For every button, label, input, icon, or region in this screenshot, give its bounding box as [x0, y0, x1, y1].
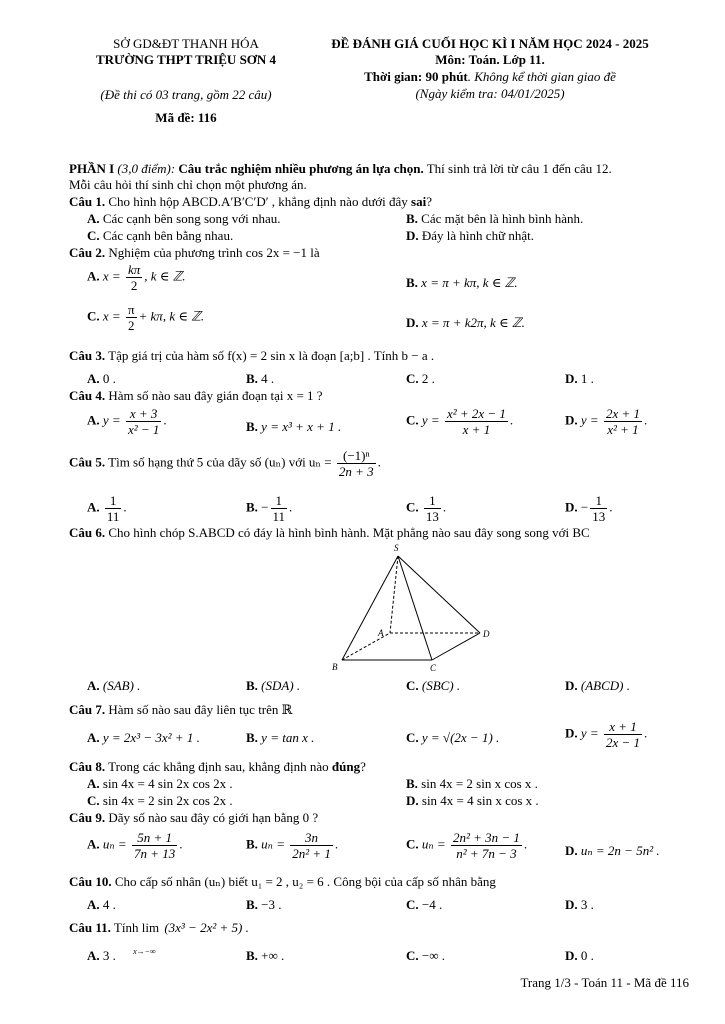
q4-number: Câu 4.: [69, 388, 106, 403]
q7-option-d: D. y = $\frac{x + 1}{2x - 1}$ .: [565, 719, 648, 750]
q3-number: Câu 3.: [69, 348, 106, 363]
q5-number: Câu 5.: [69, 454, 106, 470]
time-label: Thời gian: 90 phút: [364, 69, 468, 84]
q6-text: Cho hình chóp S.ABCD có đáy là hình bình hành. Mặt phẳng nào sau đây song song với BC: [105, 525, 590, 540]
q1-end: ?: [426, 194, 432, 209]
dept-name: SỞ GD&ĐT THANH HÓA: [113, 36, 259, 51]
q9-option-d: D. uₙ = 2n − 5n² .: [565, 843, 660, 858]
question-1: [69, 194, 432, 210]
part1-instruction: Thí sinh trả lời từ câu 1 đến câu 12.: [423, 161, 612, 176]
q11-option-d: D. 0 .: [565, 948, 594, 963]
part1-heading: [69, 161, 612, 177]
q7-option-a: A. y = 2x³ − 3x² + 1 .: [87, 730, 200, 745]
q1-option-a: A. Các cạnh bên song song với nhau.: [87, 211, 281, 226]
q1-number: Câu 1.: [69, 194, 106, 209]
q1-option-d: D. Đáy là hình chữ nhật.: [406, 228, 534, 243]
q6-option-b: B. (SDA) .: [246, 678, 301, 693]
question-4: [69, 388, 323, 404]
q3-option-a: A. 0 .: [87, 371, 116, 386]
school-name: TRƯỜNG THPT TRIỆU SƠN 4: [95, 52, 277, 67]
q8-option-c: C. sin 4x = 2 sin 2x cos 2x .: [87, 793, 233, 808]
q5-option-a: A. $\frac{1}{11}$ .: [87, 493, 127, 524]
q10-option-a: A. 4 .: [87, 897, 116, 912]
q4-option-b: B. y = x³ + x + 1 .: [246, 419, 342, 434]
exam-title: ĐỀ ĐÁNH GIÁ CUỐI HỌC KÌ I NĂM HỌC 2024 - 2025: [331, 36, 649, 51]
q9-option-a: A. uₙ = $\frac{5n + 1}{7n + 13}$ .: [87, 830, 183, 861]
q4-option-d: D. y = $\frac{2x + 1}{\text{x² + 1}}$ .: [565, 406, 648, 437]
time-note: . Không kể thời gian giao đề: [467, 69, 616, 84]
part1-label: PHẦN I: [69, 161, 115, 176]
q11-text: Tính lim: [110, 920, 160, 935]
q1-bold: sai: [411, 194, 427, 209]
q9-option-b: B. uₙ = $\frac{3n}{\text{2n² + 1}}$ .: [246, 830, 339, 861]
label-a: A: [378, 628, 384, 638]
q3-option-b: B. 4 .: [246, 371, 275, 386]
q2-option-b: B. x = π + kπ, k ∈ ℤ.: [406, 275, 518, 290]
q5-option-d: D. − $\frac{1}{13}$ .: [565, 493, 613, 524]
exam-subject: Môn: Toán. Lớp 11.: [435, 52, 545, 67]
q6-option-a: A. (SAB) .: [87, 678, 141, 693]
exam-time: [300, 69, 680, 85]
q8-option-a: A. sin 4x = 4 sin 2x cos 2x .: [87, 776, 233, 791]
pages-note: (Đề thi có 03 trang, gồm 22 câu): [100, 87, 272, 102]
label-s: S: [394, 543, 399, 553]
q10-text: Cho cấp số nhân (uₙ) biết u₁ = 2 , u₂ = 6 . Công bội của cấp số nhân bằng: [111, 874, 496, 889]
q7-option-c: C. y = √(2x − 1) .: [406, 730, 500, 745]
question-10: [69, 874, 496, 890]
exam-code: Mã đề: 116: [155, 110, 217, 125]
q7-number: Câu 7.: [69, 702, 106, 717]
question-5: Câu 5. Tìm số hạng thứ 5 của dãy số (uₙ) với uₙ = $\frac{\text{(−1)ⁿ}}{2n + 3}$ .: [69, 448, 381, 479]
q3-text: Tập giá trị của hàm số f(x) = 2 sin x là đoạn [a;b] . Tính b − a .: [105, 348, 435, 363]
part1-line2: Mỗi câu hỏi thí sinh chỉ chọn một phương án.: [69, 177, 307, 192]
q9-text: Dãy số nào sau đây có giới hạn bằng 0 ?: [105, 810, 319, 825]
q6-option-d: D. (ABCD) .: [565, 678, 630, 693]
q10-option-d: D. 3 .: [565, 897, 594, 912]
q11-option-b: B. +∞ .: [246, 948, 285, 963]
part1-title: Câu trắc nghiệm nhiều phương án lựa chọn.: [178, 161, 424, 176]
q4-text: Hàm số nào sau đây gián đoạn tại x = 1 ?: [105, 388, 323, 403]
pyramid-figure: [320, 540, 500, 675]
q10-number: Câu 10.: [69, 874, 112, 889]
edge-sa: [390, 556, 398, 633]
q8-number: Câu 8.: [69, 759, 106, 774]
label-c: C: [430, 663, 437, 673]
question-3: [69, 348, 434, 364]
question-6: [69, 525, 590, 541]
q2-option-c: C. x = $\frac{\pi}{2}$ + kπ, k ∈ ℤ.: [87, 302, 205, 333]
label-b: B: [332, 662, 338, 672]
q1-option-c: C. Các cạnh bên bằng nhau.: [87, 228, 234, 243]
question-2: [69, 245, 320, 261]
q4-option-c: C. y = $\frac{\text{x² + 2x − 1}}{x + 1}$ .: [406, 406, 514, 437]
q11-expr: (3x³ − 2x² + 5) .: [164, 920, 249, 935]
label-d: D: [483, 629, 490, 639]
q8-option-b: B. sin 4x = 2 sin x cos x .: [406, 776, 538, 791]
q3-option-c: C. 2 .: [406, 371, 435, 386]
q1-option-b: B. Các mặt bên là hình bình hành.: [406, 211, 584, 226]
exam-date: (Ngày kiểm tra: 04/01/2025): [415, 86, 565, 101]
q8-text: Trong các khẳng định sau, khẳng định nào: [105, 759, 332, 774]
q10-option-b: B. −3 .: [246, 897, 282, 912]
q8-bold: đúng: [331, 759, 361, 774]
question-9: [69, 810, 318, 826]
q4-option-a: A. y = $\frac{x + 3}{\text{x² − 1}}$ .: [87, 406, 167, 437]
q11-option-a: A. 3 .: [87, 948, 116, 963]
q6-number: Câu 6.: [69, 525, 106, 540]
q2-number: Câu 2.: [69, 245, 106, 260]
q7-option-b: B. y = tan x .: [246, 730, 315, 745]
q2-option-d: D. x = π + k2π, k ∈ ℤ.: [406, 315, 525, 330]
q5-text: Tìm số hạng thứ 5 của dãy số (uₙ) với uₙ =: [105, 454, 332, 470]
q11-number: Câu 11.: [69, 920, 111, 935]
q2-text: Nghiệm của phương trình cos 2x = −1 là: [105, 245, 320, 260]
q5-option-b: B. − $\frac{1}{11}$ .: [246, 493, 293, 524]
edge-cd: [432, 633, 480, 660]
q8-end: ?: [360, 759, 366, 774]
q9-option-c: C. uₙ = $\frac{\text{2n² + 3n − 1}}{\text{n² + 7n − 3}}$ .: [406, 830, 528, 861]
q9-number: Câu 9.: [69, 810, 106, 825]
q8-option-d: D. sin 4x = 4 sin x cos x .: [406, 793, 539, 808]
question-8: [69, 759, 366, 775]
q10-option-c: C. −4 .: [406, 897, 443, 912]
q11-option-c: C. −∞ .: [406, 948, 445, 963]
part1-points: (3,0 điểm):: [114, 161, 179, 176]
q1-text: Cho hình hộp ABCD.A′B′C′D′ , khẳng định nào dưới đây: [105, 194, 412, 209]
page-footer: Trang 1/3 - Toán 11 - Mã đề 116: [520, 975, 689, 990]
q2-option-a: A. x = $\frac{k\pi}{2}$ , k ∈ ℤ.: [87, 262, 186, 293]
q7-text: Hàm số nào sau đây liên tục trên ℝ: [105, 702, 293, 717]
q6-option-c: C. (SBC) .: [406, 678, 461, 693]
question-7: [69, 702, 292, 718]
q3-option-d: D. 1 .: [565, 371, 594, 386]
q11-limit-sub: x→−∞: [133, 947, 156, 956]
q5-option-c: C. $\frac{1}{13}$ .: [406, 493, 447, 524]
